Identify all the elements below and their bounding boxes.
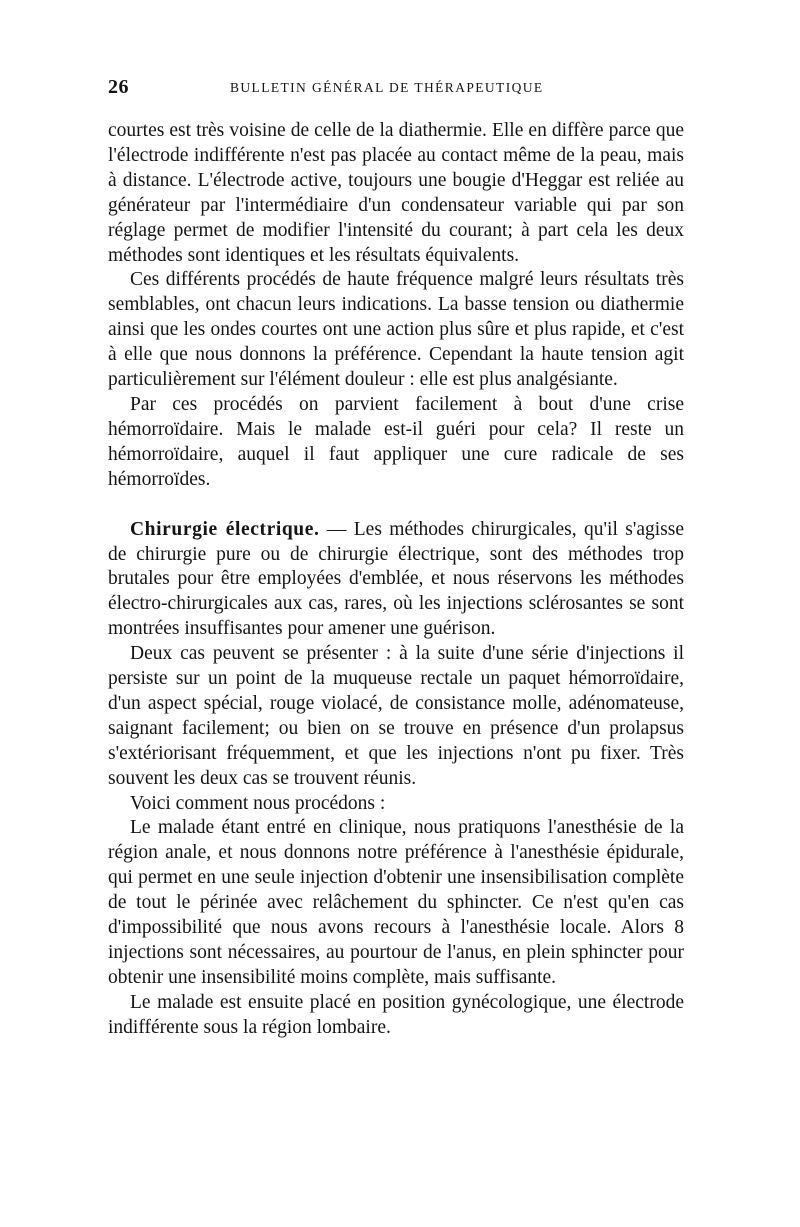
running-title: BULLETIN GÉNÉRAL DE THÉRAPEUTIQUE — [230, 80, 544, 95]
paragraph-procedures-comparison: Ces différents procédés de haute fréquence malgré leurs résultats très semblables, ont chacun leurs indications. La basse tension ou diathermie ainsi que les ondes courtes ont une action plus sûre et plus rapide, et c'est à elle que nous donnons la préférence. Cependant la haute tension agit particulièrement sur l'élément douleur : elle est plus analgésiante. — [108, 269, 684, 391]
paragraph-anesthesia: Le malade étant entré en clinique, nous pratiquons l'anesthésie de la région anale, et nous donnons notre préférence à l'anesthésie épidurale, qui permet en une seule injection d'obtenir une insensibilisation complète de tout le périnée avec relâchement du sphincter. Ce n'est qu'en cas d'impossibilité que nous avons recours à l'anesthésie locale. Alors 8 injections sont nécessaires, au pourtour de l'anus, en plein sphincter pour obtenir une insensibilité moins complète, mais suffisante. — [108, 817, 684, 988]
section-heading: Chirurgie électrique. — [130, 518, 320, 540]
page-number: 26 — [108, 76, 129, 98]
paragraph-procedure-intro: Voici comment nous procédons : — [130, 792, 386, 814]
paragraph-hemorrhoid-crisis: Par ces procédés on parvient facilement à bout d'une crise hémorroïdaire. Mais le malade est-il guéri pour cela? Il reste un hémorroïdaire, auquel il faut appliquer une cure radicale de ses hémorroïdes. — [108, 393, 684, 490]
paragraph-electric-surgery-text: — Les méthodes chirurgicales, qu'il s'agisse de chirurgie pure ou de chirurgie électrique, sont des méthodes trop brutales pour être employées d'emblée, et nous réservons les méthodes électro-chirurgicales aux cas, rares, où les injections sclérosantes se sont montrées insuffisantes pour amener une guérison. — [108, 518, 685, 640]
paragraph-diathermy-continuation: courtes est très voisine de celle de la diathermie. Elle en diffère parce que l'électrode indifférente n'est pas placée au contact même de la peau, mais à distance. L'électrode active, toujours une bougie d'Heggar est reliée au générateur par l'intermédiaire d'un condensateur variable qui par son réglage permet de modifier l'intensité du courant; à part cela les deux méthodes sont identiques et les résultats équivalents. — [108, 120, 684, 266]
paragraph-electric-surgery — [108, 518, 684, 643]
body-text — [108, 119, 684, 1041]
running-header — [108, 76, 684, 100]
paragraph-two-cases: Deux cas peuvent se présenter : à la suite d'une série d'injections il persiste sur un point de la muqueuse rectale un paquet hémorroïdaire, d'un aspect spécial, rouge violacé, de consistance molle, adénomateuse, saignant facilement; ou bien on se trouve en présence d'un prolapsus s'extériorisant fréquemment, et que les injections n'ont pu fixer. Très souvent les deux cas se trouvent réunis. — [108, 643, 684, 789]
paragraph-positioning: Le malade est ensuite placé en position gynécologique, une électrode indifférente sous la région lombaire. — [108, 991, 684, 1038]
